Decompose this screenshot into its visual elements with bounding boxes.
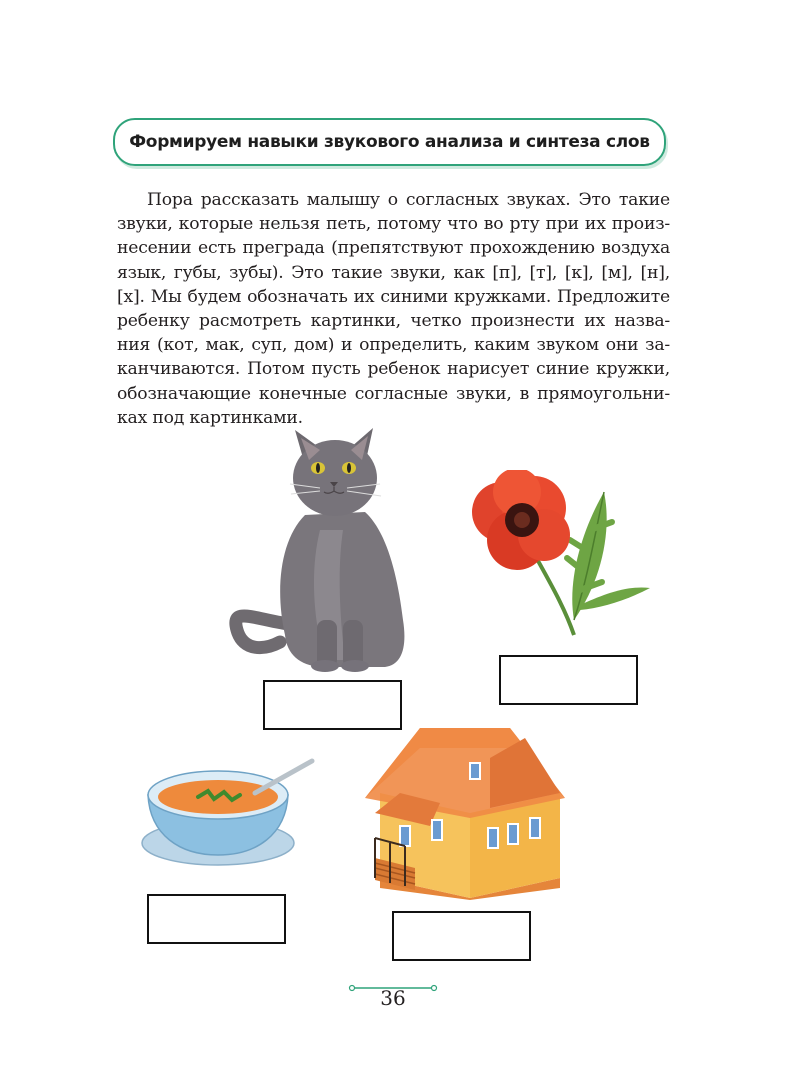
answer-box-poppy[interactable] bbox=[499, 655, 638, 705]
text-line: звуки, которые нельзя петь, потому что во рту при их произ- bbox=[117, 214, 670, 235]
answer-box-house[interactable] bbox=[392, 911, 531, 961]
soup-icon bbox=[140, 755, 320, 870]
text-line: ках под картинками. bbox=[117, 407, 303, 428]
text-line: Пора рассказать малышу о согласных звуках. Это такие bbox=[147, 190, 670, 210]
section-title-box bbox=[113, 118, 666, 166]
section-title: Формируем навыки звукового анализа и синтеза слов bbox=[129, 132, 650, 152]
instruction-paragraph bbox=[117, 188, 670, 430]
poppy-icon bbox=[462, 470, 652, 640]
answer-box-cat[interactable] bbox=[263, 680, 402, 730]
house-icon bbox=[360, 718, 570, 900]
text-line: ния (кот, мак, суп, дом) и определить, каким звуком они за- bbox=[117, 335, 670, 356]
answer-box-soup[interactable] bbox=[147, 894, 286, 944]
cat-icon bbox=[225, 420, 410, 675]
text-line: ребенку расмотреть картинки, четко произнести их назва- bbox=[117, 311, 670, 332]
text-line: обозначающие конечные согласные звуки, в прямоугольни- bbox=[117, 383, 670, 404]
text-line: [х]. Мы будем обозначать их синими кружками. Предложите bbox=[117, 286, 670, 307]
page-number: 36 bbox=[380, 986, 406, 1010]
text-line: канчиваются. Потом пусть ребенок нарисует синие кружки, bbox=[117, 359, 670, 380]
text-line: несении есть преграда (препятствуют прохождению воздуха bbox=[117, 238, 670, 259]
text-line: язык, губы, зубы). Это такие звуки, как [п], [т], [к], [м], [н], bbox=[117, 262, 670, 283]
